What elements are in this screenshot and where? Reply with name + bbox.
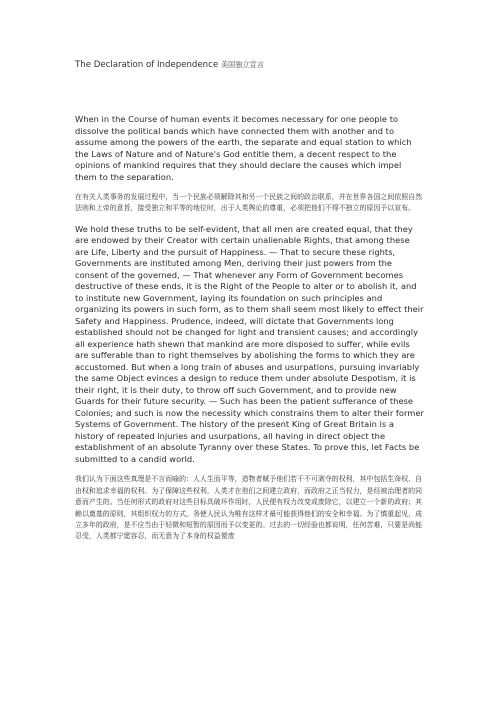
paragraph-1-chinese: 在有关人类事务的发展过程中，当一个民族必须解除其和另一个民族之间的政治联系，并在世界各国之间依照自然法则和上帝的意旨，接受独立和平等的地位时，出于人类舆论的尊重，必须把他们不得不独立的原因予以宣布。 [75,193,423,213]
paragraph-1-english: When in the Course of human events it becomes necessary for one people to dissolve the political bands which have connected them with another and to assume among the powers of the earth, the separate and equal station to which the Laws of Nature and of Nature's God entitle them, a decent respect to the opinions of mankind requires that they should declare the causes which impel them to the separation. [75,114,412,182]
document-page [75,60,425,543]
paragraph-2-chinese: 我们认为下面这些真理是不言而喻的：人人生而平等，造物者赋予他们若干不可剥夺的权利，其中包括生命权、自由权和追求幸福的权利。为了保障这些权利，人类才在他们之间建立政府，而政府之正当权力，是经被治理者的同意而产生的。当任何形式的政府对这些目标具破坏作用时，人民便有权力改变或废除它，以建立一个新的政府；其赖以奠基的原则，其组织权力的方式，务使人民认为唯有这样才最可能获得他们的安全和幸福。为了慎重起见，成立多年的政府，是不应当由于轻微和短暂的原因而予以变更的。过去的一切经验也都说明，任何苦难，只要是尚能忍受，人类都宁愿容忍，而无意为了本身的权益便废 [75,475,423,541]
title-english: The Declaration of Independence [75,60,219,70]
document-title [75,60,425,70]
paragraph-2-english: We hold these truths to be self-evident, that all men are created equal, that they are endowed by their Creator with certain unalienable Rights, that among these are Life, Liberty and the pursuit of Happiness. — That to secure these rights, Governments are instituted among Men, deriving their just powers from the consent of the governed, — That whenever any Form of Government becomes destructive of these ends, it is the Right of the People to alter or to abolish it, and to institute new Government, laying its foundation on such principles and organizing its powers in such form, as to them shall seem most likely to effect their Safety and Happiness. Prudence, indeed, will dictate that Governments long established should not be changed for light and transient causes; and accordingly all experience hath shewn that mankind are more disposed to suffer, while evils are sufferable than to right themselves by abolishing the forms to which they are accustomed. But when a long train of abuses and usurpations, pursuing invariably the same Object evinces a design to reduce them under absolute Despotism, it is their right, it is their duty, to throw off such Government, and to provide new Guards for their future security. — Such has been the patient sufferance of these Colonies; and such is now the necessity which constrains them to alter their former Systems of Government. The history of the present King of Great Britain is a history of repeated injuries and usurpations, all having in direct object the establishment of an absolute Tyranny over these States. To prove this, let Facts be submitted to a candid world. [75,223,424,464]
title-chinese: 美国独立宣言 [220,60,264,69]
